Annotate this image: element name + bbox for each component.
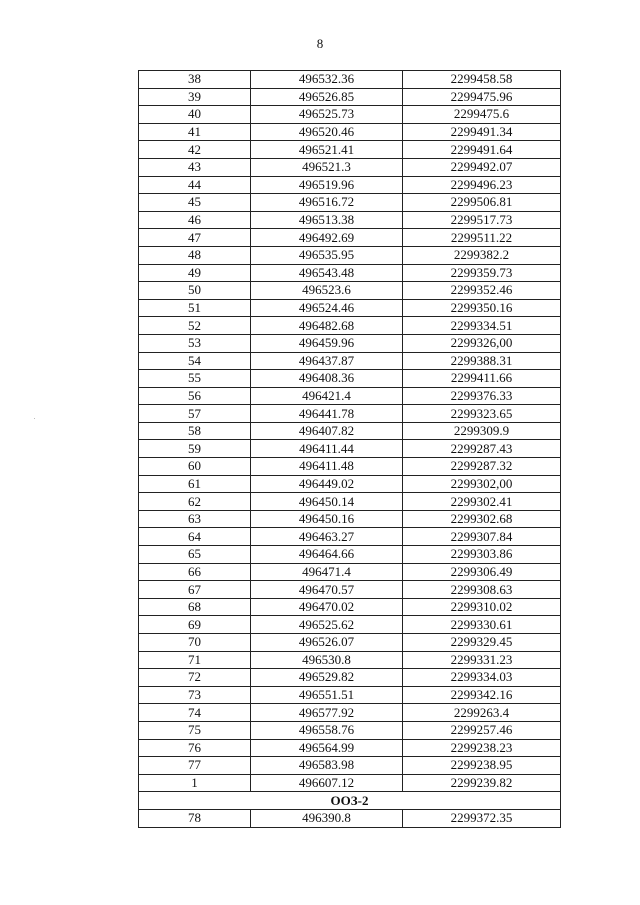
x-coordinate-cell: 496449.02 <box>251 475 403 493</box>
y-coordinate-cell: 2299475.6 <box>403 106 561 124</box>
x-coordinate-cell: 496524.46 <box>251 299 403 317</box>
table-row <box>139 704 561 722</box>
x-coordinate-cell: 496521.41 <box>251 141 403 159</box>
x-coordinate-cell: 496408.36 <box>251 370 403 388</box>
section-row <box>139 792 561 810</box>
x-coordinate-cell: 496519.96 <box>251 176 403 194</box>
point-number-cell: 72 <box>139 669 251 687</box>
table-row <box>139 264 561 282</box>
y-coordinate-cell: 2299517.73 <box>403 211 561 229</box>
y-coordinate-cell: 2299329.45 <box>403 634 561 652</box>
y-coordinate-cell: 2299310.02 <box>403 598 561 616</box>
point-number-cell: 56 <box>139 387 251 405</box>
y-coordinate-cell: 2299330.61 <box>403 616 561 634</box>
x-coordinate-cell: 496607.12 <box>251 774 403 792</box>
point-number-cell: 66 <box>139 563 251 581</box>
table-row <box>139 440 561 458</box>
table-row <box>139 510 561 528</box>
y-coordinate-cell: 2299352.46 <box>403 282 561 300</box>
table-row <box>139 721 561 739</box>
y-coordinate-cell: 2299334.03 <box>403 669 561 687</box>
x-coordinate-cell: 496471.4 <box>251 563 403 581</box>
y-coordinate-cell: 2299307.84 <box>403 528 561 546</box>
point-number-cell: 70 <box>139 634 251 652</box>
x-coordinate-cell: 496551.51 <box>251 686 403 704</box>
table-row <box>139 352 561 370</box>
x-coordinate-cell: 496421.4 <box>251 387 403 405</box>
page-number: 8 <box>316 36 324 51</box>
table-row <box>139 282 561 300</box>
x-coordinate-cell: 496530.8 <box>251 651 403 669</box>
table-row <box>139 616 561 634</box>
y-coordinate-cell: 2299309.9 <box>403 422 561 440</box>
table-row <box>139 739 561 757</box>
table-row <box>139 686 561 704</box>
x-coordinate-cell: 496470.57 <box>251 581 403 599</box>
table-row <box>139 334 561 352</box>
y-coordinate-cell: 2299411.66 <box>403 370 561 388</box>
x-coordinate-cell: 496520.46 <box>251 123 403 141</box>
y-coordinate-cell: 2299302,00 <box>403 475 561 493</box>
point-number-cell: 45 <box>139 194 251 212</box>
x-coordinate-cell: 496463.27 <box>251 528 403 546</box>
y-coordinate-cell: 2299238.95 <box>403 757 561 775</box>
y-coordinate-cell: 2299492.07 <box>403 158 561 176</box>
table-row <box>139 405 561 423</box>
table-row <box>139 757 561 775</box>
point-number-cell: 55 <box>139 370 251 388</box>
y-coordinate-cell: 2299496.23 <box>403 176 561 194</box>
x-coordinate-cell: 496450.16 <box>251 510 403 528</box>
y-coordinate-cell: 2299388.31 <box>403 352 561 370</box>
y-coordinate-cell: 2299308.63 <box>403 581 561 599</box>
margin-mark <box>34 418 35 419</box>
x-coordinate-cell: 496390.8 <box>251 809 403 827</box>
x-coordinate-cell: 496513.38 <box>251 211 403 229</box>
point-number-cell: 62 <box>139 493 251 511</box>
y-coordinate-cell: 2299334.51 <box>403 317 561 335</box>
y-coordinate-cell: 2299511.22 <box>403 229 561 247</box>
y-coordinate-cell: 2299303.86 <box>403 546 561 564</box>
point-number-cell: 68 <box>139 598 251 616</box>
point-number-cell: 61 <box>139 475 251 493</box>
section-title: ООЗ-2 <box>139 792 561 810</box>
point-number-cell: 41 <box>139 123 251 141</box>
y-coordinate-cell: 2299331.23 <box>403 651 561 669</box>
point-number-cell: 74 <box>139 704 251 722</box>
point-number-cell: 63 <box>139 510 251 528</box>
x-coordinate-cell: 496516.72 <box>251 194 403 212</box>
table-row <box>139 370 561 388</box>
table-row <box>139 598 561 616</box>
table-row <box>139 669 561 687</box>
x-coordinate-cell: 496577.92 <box>251 704 403 722</box>
y-coordinate-cell: 2299342.16 <box>403 686 561 704</box>
table-row <box>139 123 561 141</box>
point-number-cell: 1 <box>139 774 251 792</box>
table-row <box>139 88 561 106</box>
table-row <box>139 158 561 176</box>
point-number-cell: 43 <box>139 158 251 176</box>
point-number-cell: 58 <box>139 422 251 440</box>
table-row <box>139 528 561 546</box>
point-number-cell: 38 <box>139 71 251 89</box>
y-coordinate-cell: 2299382.2 <box>403 246 561 264</box>
x-coordinate-cell: 496441.78 <box>251 405 403 423</box>
x-coordinate-cell: 496464.66 <box>251 546 403 564</box>
y-coordinate-cell: 2299302.68 <box>403 510 561 528</box>
table-row <box>139 211 561 229</box>
x-coordinate-cell: 496525.62 <box>251 616 403 634</box>
x-coordinate-cell: 496543.48 <box>251 264 403 282</box>
y-coordinate-cell: 2299238.23 <box>403 739 561 757</box>
point-number-cell: 60 <box>139 458 251 476</box>
point-number-cell: 52 <box>139 317 251 335</box>
point-number-cell: 49 <box>139 264 251 282</box>
y-coordinate-cell: 2299376.33 <box>403 387 561 405</box>
y-coordinate-cell: 2299239.82 <box>403 774 561 792</box>
table-row <box>139 546 561 564</box>
table-row <box>139 106 561 124</box>
x-coordinate-cell: 496558.76 <box>251 721 403 739</box>
point-number-cell: 77 <box>139 757 251 775</box>
y-coordinate-cell: 2299287.32 <box>403 458 561 476</box>
point-number-cell: 42 <box>139 141 251 159</box>
x-coordinate-cell: 496521.3 <box>251 158 403 176</box>
point-number-cell: 73 <box>139 686 251 704</box>
table-row <box>139 317 561 335</box>
y-coordinate-cell: 2299350.16 <box>403 299 561 317</box>
point-number-cell: 69 <box>139 616 251 634</box>
table-row <box>139 475 561 493</box>
x-coordinate-cell: 496526.85 <box>251 88 403 106</box>
x-coordinate-cell: 496482.68 <box>251 317 403 335</box>
point-number-cell: 50 <box>139 282 251 300</box>
point-number-cell: 47 <box>139 229 251 247</box>
table-row <box>139 493 561 511</box>
point-number-cell: 44 <box>139 176 251 194</box>
x-coordinate-cell: 496411.44 <box>251 440 403 458</box>
point-number-cell: 48 <box>139 246 251 264</box>
x-coordinate-cell: 496450.14 <box>251 493 403 511</box>
point-number-cell: 54 <box>139 352 251 370</box>
x-coordinate-cell: 496492.69 <box>251 229 403 247</box>
table-row <box>139 299 561 317</box>
table-row <box>139 71 561 89</box>
y-coordinate-cell: 2299491.64 <box>403 141 561 159</box>
point-number-cell: 39 <box>139 88 251 106</box>
y-coordinate-cell: 2299458.58 <box>403 71 561 89</box>
table-row <box>139 458 561 476</box>
table-row <box>139 774 561 792</box>
point-number-cell: 59 <box>139 440 251 458</box>
y-coordinate-cell: 2299302.41 <box>403 493 561 511</box>
x-coordinate-cell: 496529.82 <box>251 669 403 687</box>
point-number-cell: 65 <box>139 546 251 564</box>
coordinates-table <box>138 70 561 828</box>
point-number-cell: 51 <box>139 299 251 317</box>
point-number-cell: 57 <box>139 405 251 423</box>
y-coordinate-cell: 2299257.46 <box>403 721 561 739</box>
table-row <box>139 563 561 581</box>
table-row <box>139 229 561 247</box>
table-row <box>139 809 561 827</box>
x-coordinate-cell: 496470.02 <box>251 598 403 616</box>
y-coordinate-cell: 2299287.43 <box>403 440 561 458</box>
table-row <box>139 176 561 194</box>
point-number-cell: 40 <box>139 106 251 124</box>
x-coordinate-cell: 496532.36 <box>251 71 403 89</box>
y-coordinate-cell: 2299306.49 <box>403 563 561 581</box>
point-number-cell: 75 <box>139 721 251 739</box>
x-coordinate-cell: 496411.48 <box>251 458 403 476</box>
y-coordinate-cell: 2299491.34 <box>403 123 561 141</box>
x-coordinate-cell: 496526.07 <box>251 634 403 652</box>
y-coordinate-cell: 2299372.35 <box>403 809 561 827</box>
x-coordinate-cell: 496564.99 <box>251 739 403 757</box>
table-row <box>139 387 561 405</box>
point-number-cell: 67 <box>139 581 251 599</box>
x-coordinate-cell: 496407.82 <box>251 422 403 440</box>
x-coordinate-cell: 496535.95 <box>251 246 403 264</box>
y-coordinate-cell: 2299263.4 <box>403 704 561 722</box>
table-row <box>139 194 561 212</box>
table-row <box>139 422 561 440</box>
x-coordinate-cell: 496525.73 <box>251 106 403 124</box>
x-coordinate-cell: 496583.98 <box>251 757 403 775</box>
y-coordinate-cell: 2299506.81 <box>403 194 561 212</box>
table-row <box>139 634 561 652</box>
y-coordinate-cell: 2299323.65 <box>403 405 561 423</box>
table-row <box>139 581 561 599</box>
table-row <box>139 141 561 159</box>
y-coordinate-cell: 2299326,00 <box>403 334 561 352</box>
coordinates-table-body <box>139 71 561 828</box>
point-number-cell: 78 <box>139 809 251 827</box>
point-number-cell: 64 <box>139 528 251 546</box>
point-number-cell: 46 <box>139 211 251 229</box>
point-number-cell: 53 <box>139 334 251 352</box>
y-coordinate-cell: 2299475.96 <box>403 88 561 106</box>
x-coordinate-cell: 496437.87 <box>251 352 403 370</box>
point-number-cell: 71 <box>139 651 251 669</box>
x-coordinate-cell: 496523.6 <box>251 282 403 300</box>
x-coordinate-cell: 496459.96 <box>251 334 403 352</box>
table-row <box>139 651 561 669</box>
table-row <box>139 246 561 264</box>
y-coordinate-cell: 2299359.73 <box>403 264 561 282</box>
point-number-cell: 76 <box>139 739 251 757</box>
